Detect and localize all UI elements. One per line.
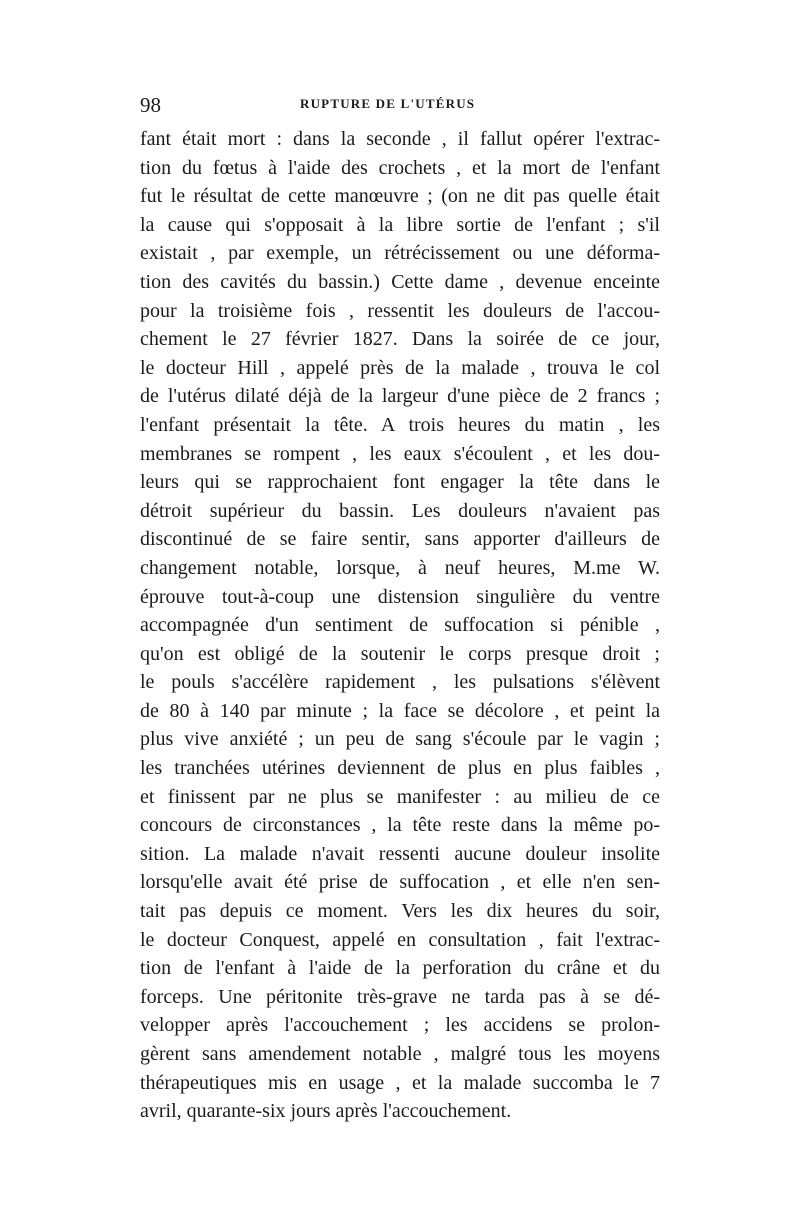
- text-line: qu'on est obligé de la soutenir le corps presque droit ;: [140, 642, 660, 665]
- text-line: tait pas depuis ce moment. Vers les dix heures du soir,: [140, 900, 660, 923]
- text-line: membranes se rompent , les eaux s'écoulent , et les dou-: [140, 442, 660, 465]
- page-number: 98: [140, 93, 161, 117]
- text-line: thérapeutiques mis en usage , et la malade succomba le 7: [140, 1071, 660, 1094]
- text-line: velopper après l'accouchement ; les accidens se prolon-: [140, 1014, 660, 1037]
- text-line: le docteur Conquest, appelé en consultation , fait l'extrac-: [140, 928, 660, 951]
- text-line: l'enfant présentait la tête. A trois heures du matin , les: [140, 413, 660, 436]
- text-line: leurs qui se rapprochaient font engager la tête dans le: [140, 471, 660, 494]
- text-line: éprouve tout-à-coup une distension singulière du ventre: [140, 585, 660, 608]
- text-line: fut le résultat de cette manœuvre ; (on ne dit pas quelle était: [140, 185, 660, 208]
- text-line: les tranchées utérines deviennent de plus en plus faibles ,: [140, 757, 660, 780]
- text-line: de l'utérus dilaté déjà de la largeur d'une pièce de 2 francs ;: [140, 385, 660, 408]
- text-line: tion des cavités du bassin.) Cette dame , devenue enceinte: [140, 270, 660, 293]
- text-line: existait , par exemple, un rétrécissement ou une déforma-: [140, 242, 660, 265]
- text-line: chement le 27 février 1827. Dans la soirée de ce jour,: [140, 328, 660, 351]
- text-line: discontinué de se faire sentir, sans apporter d'ailleurs de: [140, 528, 660, 551]
- text-line: gèrent sans amendement notable , malgré tous les moyens: [140, 1043, 660, 1065]
- text-line: forceps. Une péritonite très-grave ne tarda pas à se dé-: [140, 985, 660, 1008]
- running-title: RUPTURE DE L'UTÉRUS: [300, 96, 476, 111]
- text-line: le docteur Hill , appelé près de la malade , trouva le col: [140, 356, 660, 379]
- text-line: tion du fœtus à l'aide des crochets , et la mort de l'enfant: [140, 156, 660, 179]
- text-line: de 80 à 140 par minute ; la face se décolore , et peint la: [140, 699, 660, 722]
- text-line: accompagnée d'un sentiment de suffocation si pénible ,: [140, 614, 660, 637]
- text-line: plus vive anxiété ; un peu de sang s'écoule par le vagin ;: [140, 728, 660, 751]
- text-line: lorsqu'elle avait été prise de suffocation , et elle n'en sen-: [140, 871, 660, 894]
- body-text: [140, 125, 660, 1126]
- page-header: [140, 91, 660, 119]
- text-line: avril, quarante-six jours après l'accouchement.: [140, 1100, 512, 1123]
- text-line: et finissent par ne plus se manifester : au milieu de ce: [140, 785, 660, 808]
- text-line: changement notable, lorsque, à neuf heures, M.me W.: [140, 556, 660, 579]
- text-line: concours de circonstances , la tête reste dans la même po-: [140, 814, 660, 837]
- text-line: tion de l'enfant à l'aide de la perforation du crâne et du: [140, 957, 660, 980]
- text-line: le pouls s'accélère rapidement , les pulsations s'élèvent: [140, 671, 660, 694]
- text-line: détroit supérieur du bassin. Les douleurs n'avaient pas: [140, 499, 660, 522]
- text-line: fant était mort : dans la seconde , il fallut opérer l'extrac-: [140, 128, 660, 150]
- text-line: sition. La malade n'avait ressenti aucune douleur insolite: [140, 842, 660, 865]
- text-line: pour la troisième fois , ressentit les douleurs de l'accou-: [140, 299, 660, 322]
- text-line: la cause qui s'opposait à la libre sortie de l'enfant ; s'il: [140, 213, 660, 236]
